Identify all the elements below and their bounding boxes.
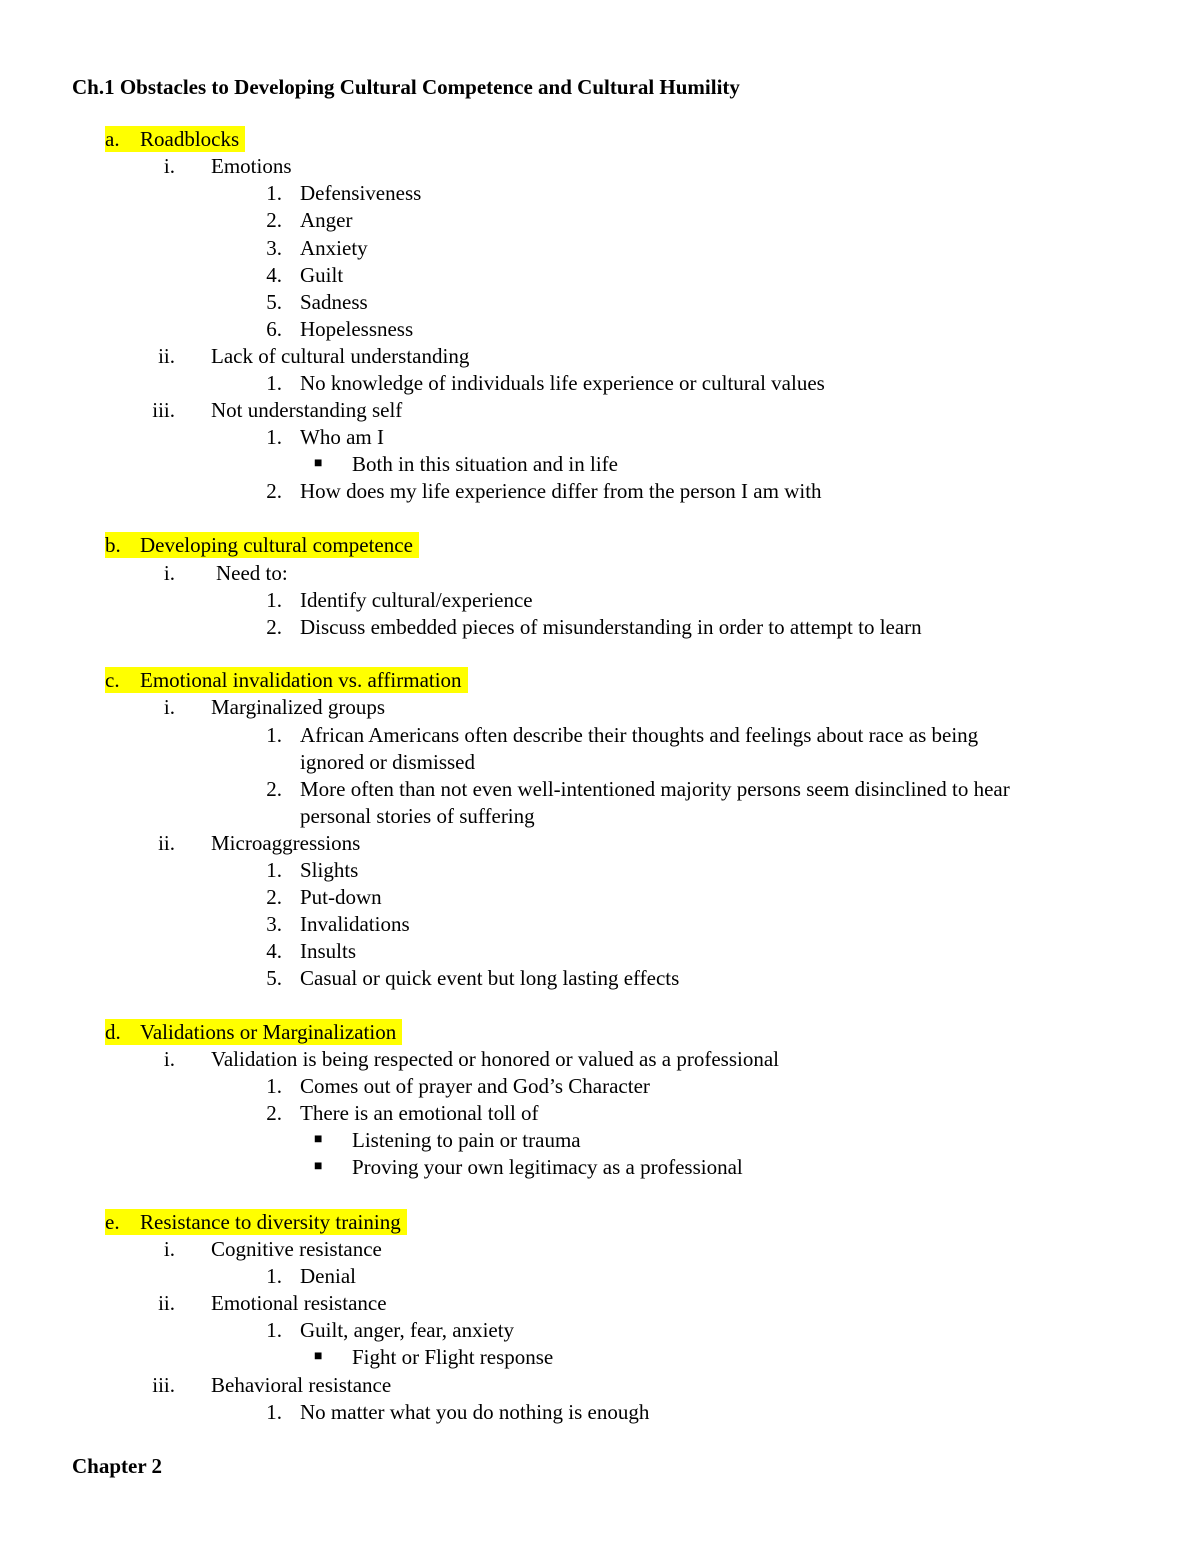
section-a-heading: [105, 126, 245, 152]
section-c-heading: [105, 667, 468, 693]
number-marker: 2.: [266, 885, 282, 909]
item-label: Denial: [300, 1264, 356, 1288]
item-label: Anger: [300, 208, 353, 232]
number-marker: 3.: [266, 236, 282, 260]
item-label: Need to:: [216, 561, 288, 585]
item-label: Fight or Flight response: [352, 1345, 554, 1369]
item-label: Invalidations: [300, 912, 410, 936]
number-marker: 1.: [266, 588, 282, 612]
item-label: Hopelessness: [300, 317, 414, 341]
number-marker: 2.: [266, 615, 282, 639]
roman-marker: ii.: [158, 1291, 175, 1315]
item-label: How does my life experience differ from the person I am with: [300, 479, 822, 503]
section-marker: e.: [105, 1210, 120, 1234]
number-marker: 1.: [266, 1264, 282, 1288]
number-marker: 1.: [266, 1074, 282, 1098]
item-label: Marginalized groups: [211, 695, 385, 719]
item-label: Lack of cultural understanding: [211, 344, 470, 368]
item-label: Who am I: [300, 425, 384, 449]
number-marker: 1.: [266, 1318, 282, 1342]
number-marker: 1.: [266, 371, 282, 395]
item-label: Proving your own legitimacy as a professional: [352, 1155, 743, 1179]
item-label: Casual or quick event but long lasting effects: [300, 966, 680, 990]
item-label: Emotional resistance: [211, 1291, 387, 1315]
item-label: ignored or dismissed: [300, 750, 475, 774]
item-label: No knowledge of individuals life experience or cultural values: [300, 371, 825, 395]
item-label: Discuss embedded pieces of misunderstanding in order to attempt to learn: [300, 615, 922, 639]
item-label: Listening to pain or trauma: [352, 1128, 581, 1152]
bullet-square-icon: ■: [314, 456, 323, 471]
item-label: Slights: [300, 858, 359, 882]
item-label: No matter what you do nothing is enough: [300, 1400, 650, 1424]
item-label: Cognitive resistance: [211, 1237, 382, 1261]
item-label: Insults: [300, 939, 357, 963]
bullet-square-icon: ■: [314, 1132, 323, 1147]
number-marker: 3.: [266, 912, 282, 936]
number-marker: 1.: [266, 425, 282, 449]
item-label: Anxiety: [300, 236, 368, 260]
number-marker: 1.: [266, 181, 282, 205]
number-marker: 1.: [266, 858, 282, 882]
item-label: Defensiveness: [300, 181, 422, 205]
item-label: Guilt: [300, 263, 344, 287]
section-b-heading: [105, 532, 419, 558]
item-label: Identify cultural/experience: [300, 588, 533, 612]
section-label: Developing cultural competence: [140, 533, 413, 557]
roman-marker: iii.: [152, 1373, 175, 1397]
bullet-square-icon: ■: [314, 1349, 323, 1364]
item-label: Both in this situation and in life: [352, 452, 618, 476]
section-label: Emotional invalidation vs. affirmation: [140, 668, 462, 692]
number-marker: 1.: [266, 1400, 282, 1424]
item-label: Validation is being respected or honored or valued as a professional: [211, 1047, 779, 1071]
item-label: personal stories of suffering: [300, 804, 535, 828]
number-marker: 4.: [266, 263, 282, 287]
roman-marker: i.: [163, 1047, 175, 1071]
item-label: Comes out of prayer and God’s Character: [300, 1074, 650, 1098]
number-marker: 1.: [266, 723, 282, 747]
roman-marker: i.: [163, 561, 175, 585]
number-marker: 2.: [266, 479, 282, 503]
item-label: Microaggressions: [211, 831, 361, 855]
roman-marker: ii.: [158, 344, 175, 368]
section-marker: a.: [105, 127, 120, 151]
item-label: Sadness: [300, 290, 368, 314]
section-marker: c.: [105, 668, 120, 692]
roman-marker: i.: [163, 695, 175, 719]
number-marker: 2.: [266, 777, 282, 801]
number-marker: 5.: [266, 966, 282, 990]
item-label: Emotions: [211, 154, 292, 178]
section-marker: d.: [105, 1020, 121, 1044]
page-title: Ch.1 Obstacles to Developing Cultural Competence and Cultural Humility: [72, 75, 740, 99]
number-marker: 5.: [266, 290, 282, 314]
item-label: Behavioral resistance: [211, 1373, 392, 1397]
section-marker: b.: [105, 533, 121, 557]
item-label: African Americans often describe their thoughts and feelings about race as being: [300, 723, 979, 747]
number-marker: 2.: [266, 208, 282, 232]
roman-marker: i.: [163, 1237, 175, 1261]
section-e-heading: [105, 1209, 407, 1235]
item-label: Not understanding self: [211, 398, 403, 422]
bullet-square-icon: ■: [314, 1159, 323, 1174]
number-marker: 6.: [266, 317, 282, 341]
roman-marker: iii.: [152, 398, 175, 422]
number-marker: 4.: [266, 939, 282, 963]
section-label: Roadblocks: [140, 127, 240, 151]
section-label: Validations or Marginalization: [140, 1020, 397, 1044]
item-label: Put-down: [300, 885, 382, 909]
roman-marker: ii.: [158, 831, 175, 855]
chapter-2-heading: Chapter 2: [72, 1454, 163, 1478]
item-label: Guilt, anger, fear, anxiety: [300, 1318, 515, 1342]
item-label: There is an emotional toll of: [300, 1101, 539, 1125]
item-label: More often than not even well-intentioned majority persons seem disinclined to hear: [300, 777, 1010, 801]
section-d-heading: [105, 1019, 402, 1045]
roman-marker: i.: [163, 154, 175, 178]
section-label: Resistance to diversity training: [140, 1210, 401, 1234]
number-marker: 2.: [266, 1101, 282, 1125]
